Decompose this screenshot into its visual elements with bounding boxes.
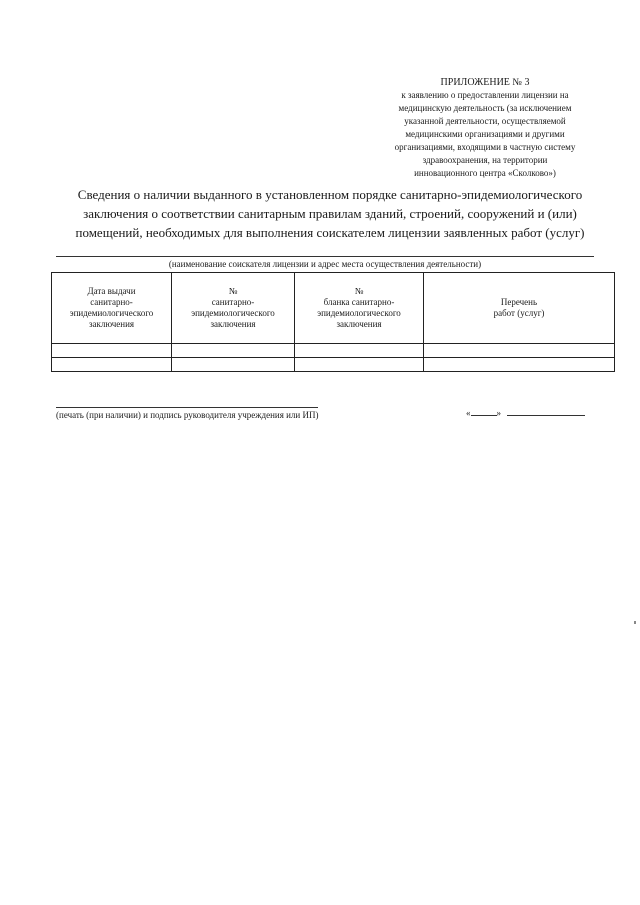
applicant-name-field[interactable] <box>56 256 594 257</box>
title-line: помещений, необходимых для выполнения соискателем лицензии заявленных работ (услуг) <box>75 225 585 240</box>
table-cell[interactable] <box>52 344 172 358</box>
scan-artifact <box>634 621 636 624</box>
table-cell[interactable] <box>424 358 615 372</box>
table-cell[interactable] <box>52 358 172 372</box>
appendix-line: медицинскими организациями и другими <box>405 129 565 139</box>
table-row <box>52 358 615 372</box>
date-open-quote: « <box>466 408 471 418</box>
appendix-heading: ПРИЛОЖЕНИЕ № 3 <box>440 77 530 88</box>
appendix-line: медицинскую деятельность (за исключением <box>398 103 572 113</box>
appendix-line: организациями, входящими в частную систему <box>394 142 576 152</box>
appendix-line: здравоохранения, на территории <box>422 155 548 165</box>
column-header-form-number: № бланка санитарно- эпидемиологического заключения <box>295 273 424 344</box>
document-title <box>40 185 620 242</box>
applicant-name-caption: (наименование соискателя лицензии и адрес места осуществления деятельности) <box>168 259 482 269</box>
date-close-quote: » <box>496 408 501 418</box>
signature-caption: (печать (при наличии) и подпись руководителя учреждения или ИП) <box>56 410 319 420</box>
column-header-issue-date: Дата выдачи санитарно- эпидемиологического заключения <box>52 273 172 344</box>
title-line: Сведения о наличии выданного в установленном порядке санитарно-эпидемиологического <box>77 187 583 202</box>
table-cell[interactable] <box>172 344 295 358</box>
appendix-line: указанной деятельности, осуществляемой <box>404 116 566 126</box>
table-header-row <box>52 273 615 344</box>
table-row <box>52 344 615 358</box>
column-header-works-list: Перечень работ (услуг) <box>424 273 615 344</box>
table-cell[interactable] <box>295 344 424 358</box>
title-line: заключения о соответствии санитарным правилам зданий, строений, сооружений и (или) <box>83 206 577 221</box>
table-cell[interactable] <box>295 358 424 372</box>
conclusions-table <box>51 272 615 372</box>
table-cell[interactable] <box>424 344 615 358</box>
date-field[interactable] <box>466 408 585 419</box>
table-cell[interactable] <box>172 358 295 372</box>
appendix-line: к заявлению о предоставлении лицензии на <box>401 90 569 100</box>
date-day-blank[interactable] <box>471 415 497 416</box>
appendix-header <box>360 76 610 180</box>
column-header-conclusion-number: № санитарно- эпидемиологического заключения <box>172 273 295 344</box>
signature-field[interactable] <box>56 407 318 408</box>
appendix-line: инновационного центра «Сколково») <box>414 168 556 178</box>
date-month-year-blank[interactable] <box>507 415 585 416</box>
